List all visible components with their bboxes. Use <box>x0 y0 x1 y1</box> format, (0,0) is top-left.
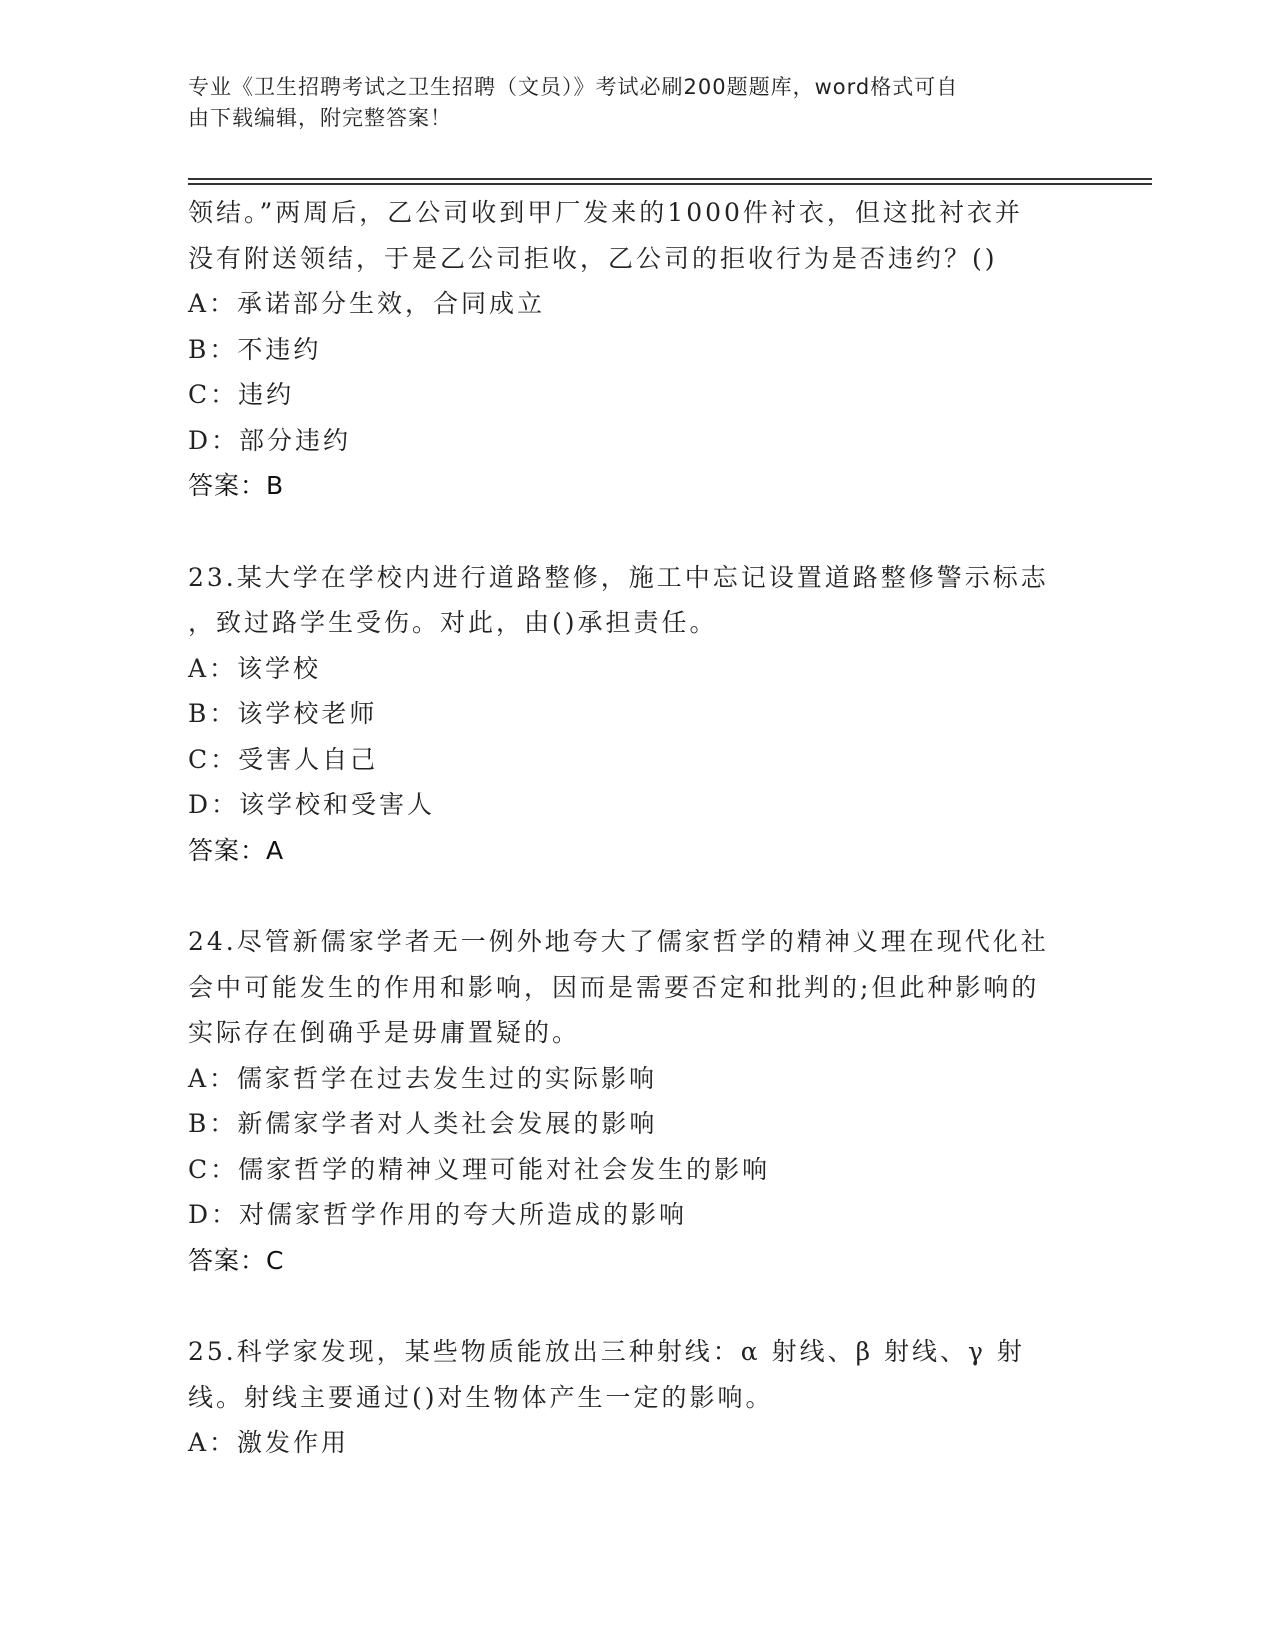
option-b: B：该学校老师 <box>188 699 378 728</box>
question-stem-line: 实际存在倒确乎是毋庸置疑的。 <box>188 1018 581 1047</box>
header-line-2: 由下载编辑，附完整答案！ <box>188 106 452 130</box>
option-c: C：儒家哲学的精神义理可能对社会发生的影响 <box>188 1154 771 1184</box>
answer-line: 答案：C <box>188 1245 285 1275</box>
question-22 <box>188 190 1088 509</box>
answer-line: 答案：B <box>188 471 285 500</box>
option-a: A：激发作用 <box>188 1428 350 1457</box>
question-stem-line: 会中可能发生的作用和影响，因而是需要否定和批判的;但此种影响的 <box>188 972 1040 1002</box>
question-stem-line: ，致过路学生受伤。对此，由()承担责任。 <box>188 608 718 637</box>
header-line-1: 专业《卫生招聘考试之卫生招聘（文员）》考试必刷200题题库，word格式可自 <box>188 75 959 99</box>
header-divider-top <box>188 178 1152 180</box>
spacer <box>188 873 1088 919</box>
question-stem-line: 没有附送领结，于是乙公司拒收，乙公司的拒收行为是否违约？() <box>188 243 998 273</box>
document-header <box>188 72 1068 134</box>
option-d: D：对儒家哲学作用的夸大所造成的影响 <box>188 1200 688 1229</box>
spacer <box>188 509 1088 555</box>
answer-line: 答案：A <box>188 835 285 865</box>
spacer <box>188 1283 1088 1329</box>
question-stem-line: 25.科学家发现，某些物质能放出三种射线：α 射线、β 射线、γ 射 <box>188 1337 1025 1366</box>
question-stem-line: 领结。”两周后，乙公司收到甲厂发来的1000件衬衣，但这批衬衣并 <box>188 198 1023 227</box>
option-a: A：儒家哲学在过去发生过的实际影响 <box>188 1063 658 1093</box>
question-list <box>188 190 1088 1466</box>
option-d: D：该学校和受害人 <box>188 790 436 819</box>
question-stem-line: 23.某大学在学校内进行道路整修，施工中忘记设置道路整修警示标志 <box>188 562 1049 592</box>
option-a: A：承诺部分生效，合同成立 <box>188 289 546 318</box>
option-c: C：受害人自己 <box>188 744 379 774</box>
question-25 <box>188 1329 1088 1466</box>
question-stem-line: 24.尽管新儒家学者无一例外地夸大了儒家哲学的精神义理在现代化社 <box>188 927 1049 956</box>
question-stem-line: 线。射线主要通过()对生物体产生一定的影响。 <box>188 1382 774 1412</box>
question-24 <box>188 919 1088 1283</box>
option-b: B：新儒家学者对人类社会发展的影响 <box>188 1109 658 1138</box>
question-23 <box>188 555 1088 874</box>
header-divider-bottom <box>188 183 1152 185</box>
option-b: B：不违约 <box>188 334 322 364</box>
option-c: C：违约 <box>188 380 295 409</box>
option-d: D：部分违约 <box>188 425 352 455</box>
option-a: A：该学校 <box>188 653 322 683</box>
